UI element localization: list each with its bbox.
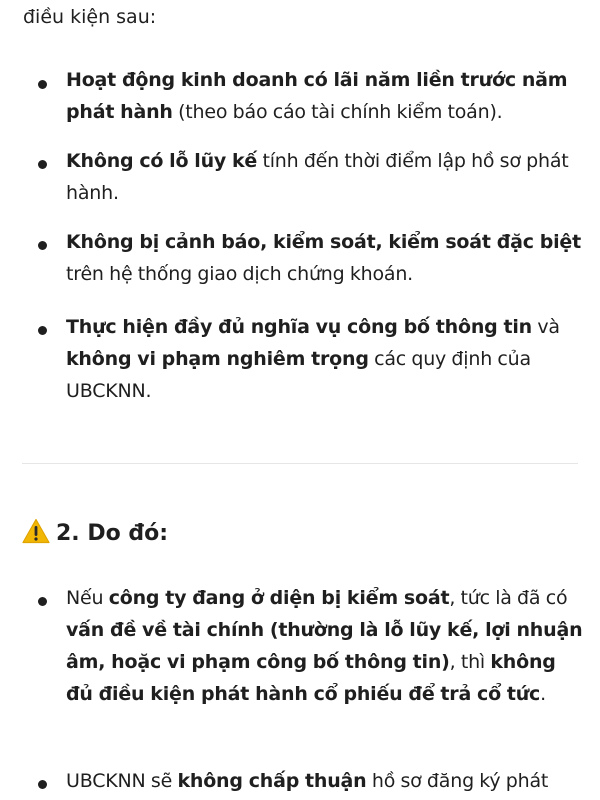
section-heading (22, 517, 168, 551)
warning-icon (22, 518, 50, 544)
list-item (66, 226, 586, 290)
item-text: (theo báo cáo tài chính kiểm toán). (172, 101, 503, 123)
section-divider (22, 463, 578, 464)
item-text: tính đến thời điểm lập hồ sơ phát hành. (66, 150, 569, 204)
item-text: và (532, 316, 560, 338)
bullet (38, 80, 47, 89)
item-bold-text: công ty đang ở diện bị kiểm soát (108, 587, 450, 609)
item-text: các quy định của UBCKNN. (66, 348, 531, 402)
item-text: UBCKNN sẽ (66, 770, 178, 792)
item-text: trên hệ thống giao dịch chứng khoán. (66, 263, 414, 285)
item-text: , thì (449, 651, 491, 673)
item-bold-text: Thực hiện đầy đủ nghĩa vụ công bố thông tin (66, 316, 533, 338)
bullet (38, 597, 47, 606)
list-item (66, 765, 586, 797)
bullet (38, 326, 47, 335)
list-item (66, 311, 586, 407)
item-text: , tức là đã có (449, 587, 568, 609)
item-bold-text: Hoạt động kinh doanh có lãi năm liền trước năm phát hành (66, 69, 568, 123)
bullet (38, 241, 47, 250)
item-bold-text: Không bị cảnh báo, kiểm soát, kiểm soát đặc biệt (66, 231, 581, 253)
intro-text: điều kiện sau: (23, 6, 157, 28)
item-text: hồ sơ đăng ký phát (366, 770, 549, 792)
item-text: . (540, 683, 546, 705)
item-bold-text: Không có lỗ lũy kế (66, 150, 258, 172)
item-bold-text: không đủ điều kiện phát hành cổ phiếu để trả cổ tức (66, 651, 556, 705)
section-title: 2. Do đó: (56, 521, 169, 546)
list-item (66, 64, 586, 128)
list-item (66, 582, 586, 710)
item-text: Nếu (66, 587, 109, 609)
item-bold-text: không chấp thuận (177, 770, 367, 792)
bullet (38, 780, 47, 789)
list-item (66, 145, 586, 209)
item-bold-text: không vi phạm nghiêm trọng (66, 348, 369, 370)
bullet (38, 160, 47, 169)
item-bold-text: vấn đề về tài chính (thường là lỗ lũy kế, lợi nhuận âm, hoặc vi phạm công bố thông tin) (66, 619, 583, 673)
